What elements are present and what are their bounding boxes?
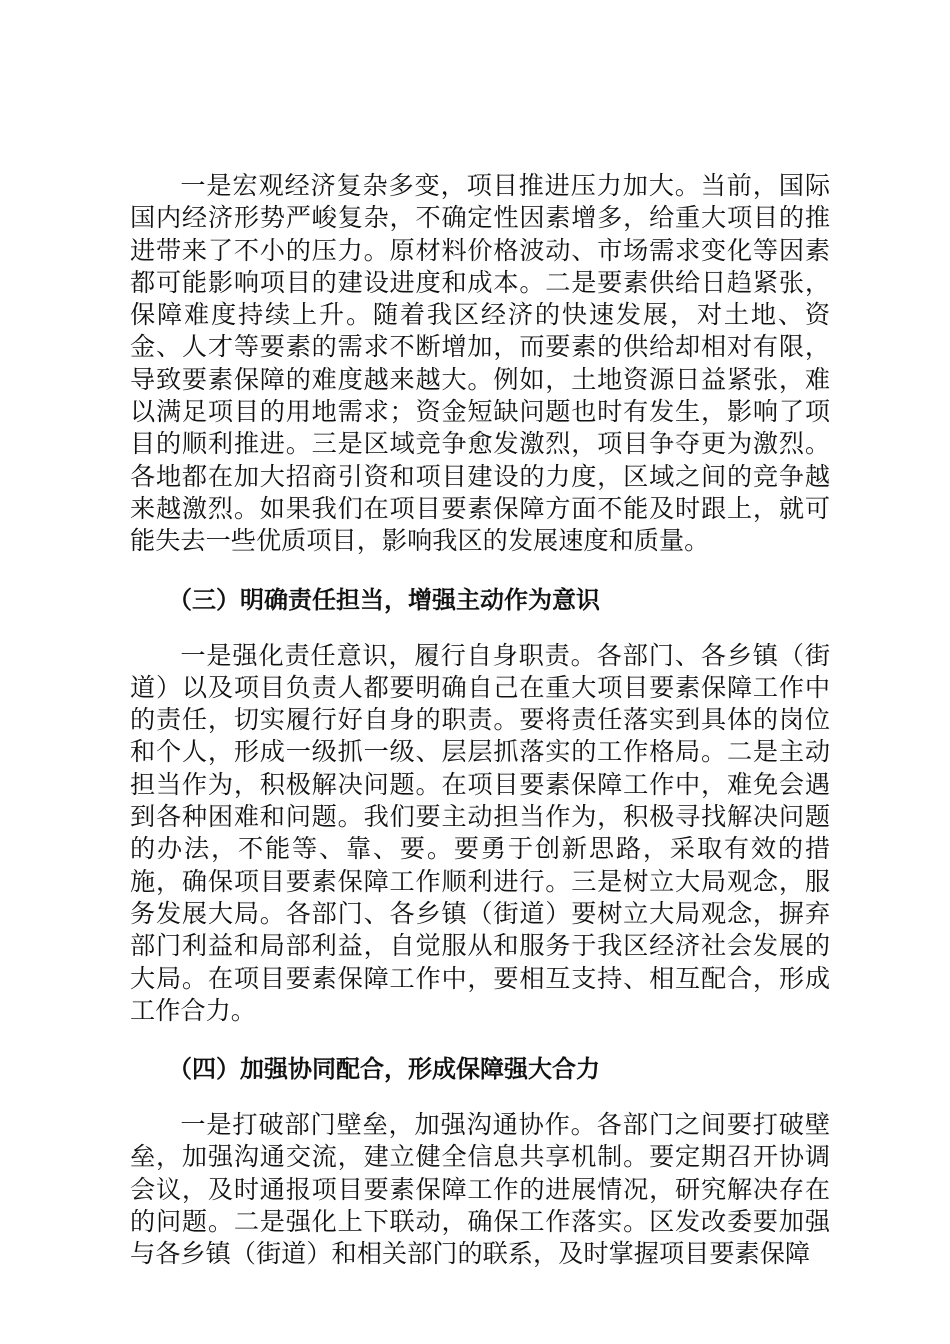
section-heading: （三）明确责任担当，增强主动作为意识 xyxy=(168,585,600,614)
paragraph: 一是打破部门壁垒，加强沟通协作。各部门之间要打破壁垒，加强沟通交流，建立健全信息共享机制。要定期召开协调会议，及时通报项目要素保障工作的进展情况，研究解决存在的问题。二是强化上下联动，确保工作落实。区发改委要加强与各乡镇（街道）和相关部门的联系，及时掌握项目要素保障 xyxy=(130,1110,830,1269)
paragraph: 一是宏观经济复杂多变，项目推进压力加大。当前，国际国内经济形势严峻复杂，不确定性因素增多，给重大项目的推进带来了不小的压力。原材料价格波动、市场需求变化等因素都可能影响项目的建设进度和成本。二是要素供给日趋紧张，保障难度持续上升。随着我区经济的快速发展，对土地、资金、人才等要素的需求不断增加，而要素的供给却相对有限，导致要素保障的难度越来越大。例如，土地资源日益紧张，难以满足项目的用地需求；资金短缺问题也时有发生，影响了项目的顺利推进。三是区域竞争愈发激烈，项目争夺更为激烈。各地都在加大招商引资和项目建设的力度，区域之间的竞争越来越激烈。如果我们在项目要素保障方面不能及时跟上，就可能失去一些优质项目，影响我区的发展速度和质量。 xyxy=(130,171,830,556)
document-body xyxy=(130,170,830,1271)
paragraph: 一是强化责任意识，履行自身职责。各部门、各乡镇（街道）以及项目负责人都要明确自己在重大项目要素保障工作中的责任，切实履行好自身的职责。要将责任落实到具体的岗位和个人，形成一级抓一级、层层抓落实的工作格局。二是主动担当作为，积极解决问题。在项目要素保障工作中，难免会遇到各种困难和问题。我们要主动担当作为，积极寻找解决问题的办法，不能等、靠、要。要勇于创新思路，采取有效的措施，确保项目要素保障工作顺利进行。三是树立大局观念，服务发展大局。各部门、各乡镇（街道）要树立大局观念，摒弃部门利益和局部利益，自觉服从和服务于我区经济社会发展的大局。在项目要素保障工作中，要相互支持、相互配合，形成工作合力。 xyxy=(130,640,830,1025)
section-heading: （四）加强协同配合，形成保障强大合力 xyxy=(168,1055,600,1084)
